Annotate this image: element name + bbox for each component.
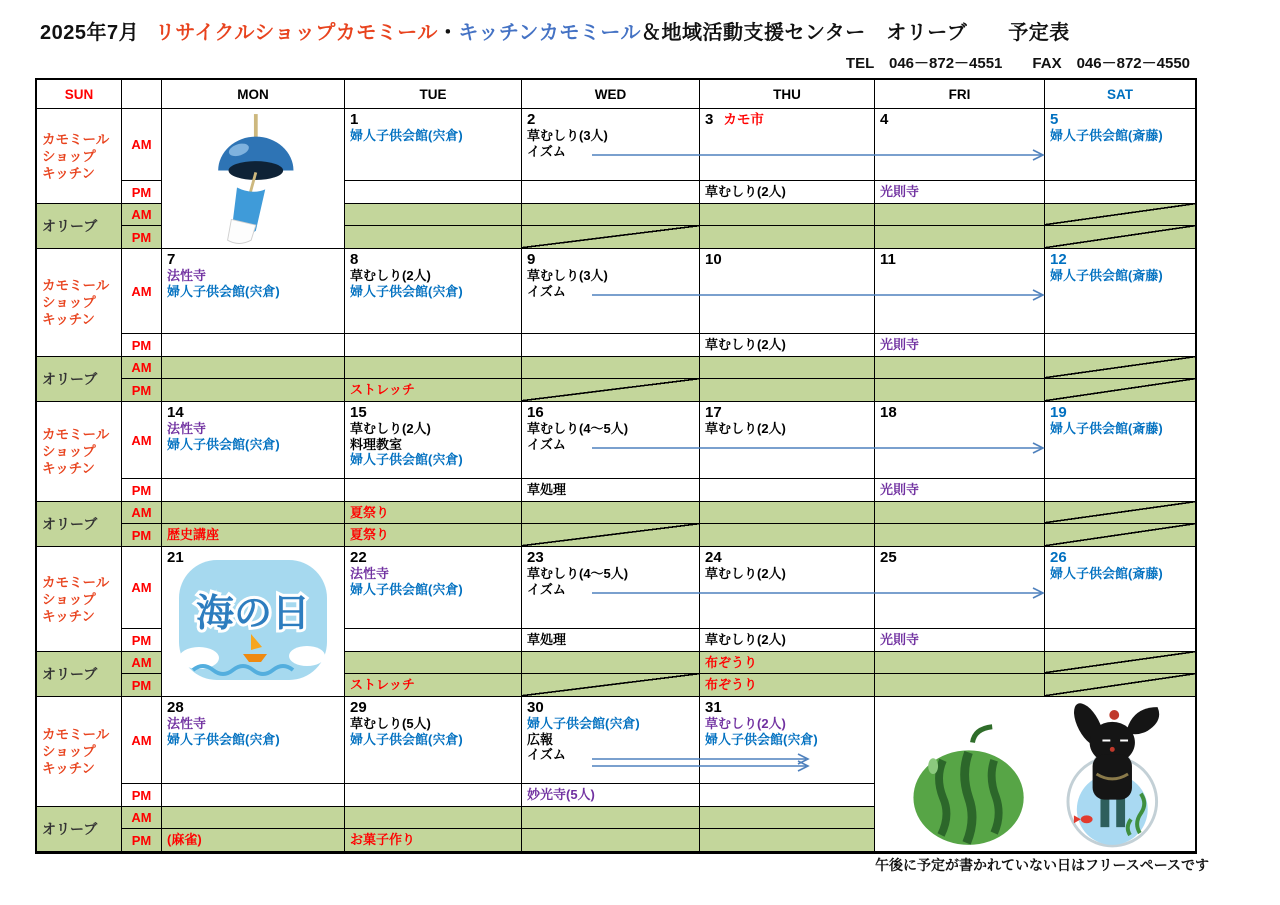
cell-w5-wed-am xyxy=(522,697,700,784)
olive-row-label xyxy=(37,807,122,852)
date-line xyxy=(522,109,699,128)
event: 婦人子供会館(宍倉) xyxy=(350,128,463,143)
date-line xyxy=(875,109,1044,128)
cell-w5-tue-olive-pm xyxy=(345,829,522,852)
date-number: 26 xyxy=(1050,549,1067,566)
day-header-sun: SUN xyxy=(37,80,122,109)
date-line xyxy=(345,109,521,128)
event: 婦人子供会館(宍倉) xyxy=(167,283,280,299)
cell-w5-wed-olive-pm xyxy=(522,829,700,852)
date-number: 25 xyxy=(880,549,897,566)
event: イズム xyxy=(527,436,566,452)
cell-w2-mon-am xyxy=(162,249,345,334)
cell-w1-thu-olive-pm xyxy=(700,226,875,249)
cell-w5-thu-olive-am xyxy=(700,807,875,829)
camomile-row-label xyxy=(37,402,122,502)
date-line xyxy=(162,697,344,716)
cell-w2-sat-olive-am-closed xyxy=(1045,357,1195,379)
cell-w5-thu-pm xyxy=(700,784,875,807)
cell-w3-tue-olive-pm xyxy=(345,524,522,547)
event: 法性寺 xyxy=(167,268,207,283)
cell-w1-wed-pm xyxy=(522,181,700,204)
cell-w3-wed-am xyxy=(522,402,700,479)
ampm-label-am: AM xyxy=(122,807,162,829)
event: ストレッチ xyxy=(350,677,415,692)
date-number: 19 xyxy=(1050,404,1067,421)
cell-w3-fri-olive-am xyxy=(875,502,1045,524)
title-separator: ・ xyxy=(437,22,459,44)
cell-w2-thu-pm xyxy=(700,334,875,357)
date-number: 15 xyxy=(350,404,367,421)
date-number: 29 xyxy=(350,699,367,716)
cell-w3-fri-olive-pm xyxy=(875,524,1045,547)
cell-w2-wed-olive-pm-closed xyxy=(522,379,700,402)
event: 婦人子供会館(宍倉) xyxy=(705,731,818,747)
cell-w4-tue-olive-pm xyxy=(345,674,522,697)
event: 草むしり(2人) xyxy=(350,268,431,283)
event: 婦人子供会館(斎藤) xyxy=(1050,566,1163,581)
cell-w4-tue-olive-am xyxy=(345,652,522,674)
event: 法性寺 xyxy=(350,566,390,581)
week-1 xyxy=(37,109,1195,249)
cell-w3-thu-pm xyxy=(700,479,875,502)
cell-w2-fri-am xyxy=(875,249,1045,334)
event: 光則寺 xyxy=(880,337,920,352)
cell-w4-tue-am xyxy=(345,547,522,629)
cell-w1-wed-olive-am xyxy=(522,204,700,226)
event: 婦人子供会館(宍倉) xyxy=(527,716,640,731)
cell-w3-mon-olive-am xyxy=(162,502,345,524)
cell-w3-sat-am xyxy=(1045,402,1195,479)
cell-w5-fri-sat-illustration xyxy=(875,697,1195,852)
olive-row-label xyxy=(37,502,122,547)
cell-w2-mon-olive-pm xyxy=(162,379,345,402)
date-line xyxy=(1045,547,1195,566)
cell-w1-fri-am xyxy=(875,109,1045,181)
date-number: 24 xyxy=(705,549,722,566)
cell-w3-thu-am xyxy=(700,402,875,479)
cell-w5-mon-olive-am xyxy=(162,807,345,829)
ampm-label-pm: PM xyxy=(122,479,162,502)
cell-w3-thu-olive-pm xyxy=(700,524,875,547)
cell-w4-fri-pm xyxy=(875,629,1045,652)
schedule-table xyxy=(35,78,1197,854)
date-number: 16 xyxy=(527,404,544,421)
date-number: 12 xyxy=(1050,251,1067,268)
cell-w3-sat-olive-pm-closed xyxy=(1045,524,1195,547)
event: 草むしり(2人) xyxy=(705,632,786,647)
event: ストレッチ xyxy=(350,382,415,397)
date-number: 17 xyxy=(705,404,722,421)
cell-w4-fri-olive-am xyxy=(875,652,1045,674)
cell-w1-fri-olive-pm xyxy=(875,226,1045,249)
date-line xyxy=(522,697,699,716)
event: 婦人子供会館(宍倉) xyxy=(167,436,280,452)
date-number: 2 xyxy=(527,111,536,128)
cell-w1-wed-am xyxy=(522,109,700,181)
event: 広報 xyxy=(527,731,554,747)
event: 婦人子供会館(斎藤) xyxy=(1050,268,1163,283)
cell-w5-tue-am xyxy=(345,697,522,784)
cell-w3-sat-pm xyxy=(1045,479,1195,502)
event: 婦人子供会館(宍倉) xyxy=(350,581,463,597)
event: イズム xyxy=(527,283,566,299)
ampm-label-pm: PM xyxy=(122,226,162,249)
svg-text:海の日: 海の日 xyxy=(195,590,311,635)
cell-w4-wed-olive-am xyxy=(522,652,700,674)
camomile-row-label xyxy=(37,697,122,807)
cell-w5-thu-olive-pm xyxy=(700,829,875,852)
camomile-row-label xyxy=(37,547,122,652)
date-line xyxy=(1045,109,1195,128)
event: 婦人子供会館(宍倉) xyxy=(350,731,463,747)
date-line xyxy=(522,249,699,268)
day-header-tue: TUE xyxy=(345,80,522,109)
cell-w2-tue-olive-pm xyxy=(345,379,522,402)
cell-w2-fri-olive-pm xyxy=(875,379,1045,402)
title-shop-kitchen: キッチンカモミール xyxy=(458,22,642,44)
event: お菓子作り xyxy=(350,832,416,847)
cell-w1-thu-am xyxy=(700,109,875,181)
cell-w1-tue-olive-am xyxy=(345,204,522,226)
cell-w3-mon-am xyxy=(162,402,345,479)
cell-w4-wed-olive-pm-closed xyxy=(522,674,700,697)
cell-w1-fri-pm xyxy=(875,181,1045,204)
camomile-label-line: カモミール xyxy=(42,131,110,147)
event: (麻雀) xyxy=(167,832,202,847)
date-number: 8 xyxy=(350,251,359,268)
olive-row-label xyxy=(37,204,122,249)
cell-w3-wed-olive-pm-closed xyxy=(522,524,700,547)
date-line xyxy=(345,249,521,268)
ampm-label-am: AM xyxy=(122,402,162,479)
event: 草むしり(2人) xyxy=(705,421,786,436)
cell-w2-tue-pm xyxy=(345,334,522,357)
cell-w4-fri-am xyxy=(875,547,1045,629)
camomile-label-line: ショップ xyxy=(42,148,96,164)
date-line xyxy=(700,547,874,566)
ampm-label-am: AM xyxy=(122,204,162,226)
olive-label-text: オリーブ xyxy=(42,370,98,387)
cell-w3-sat-olive-am-closed xyxy=(1045,502,1195,524)
date-line xyxy=(700,249,874,268)
cell-w3-tue-pm xyxy=(345,479,522,502)
event: 草むしり(2人) xyxy=(705,337,786,352)
date-number: 28 xyxy=(167,699,184,716)
event: 光則寺 xyxy=(880,482,920,497)
cell-w1-tue-pm xyxy=(345,181,522,204)
ampm-label-am: AM xyxy=(122,357,162,379)
cell-w3-fri-pm xyxy=(875,479,1045,502)
cell-w1-sat-am xyxy=(1045,109,1195,181)
date-number: 10 xyxy=(705,251,722,268)
cell-w2-wed-am xyxy=(522,249,700,334)
event: 歴史講座 xyxy=(167,527,220,542)
ampm-label-pm: PM xyxy=(122,379,162,402)
event: 光則寺 xyxy=(880,184,920,199)
cell-w5-tue-olive-am xyxy=(345,807,522,829)
day-header-thu: THU xyxy=(700,80,875,109)
event: 婦人子供会館(斎藤) xyxy=(1050,421,1163,436)
date-line xyxy=(522,402,699,421)
date-line xyxy=(345,697,521,716)
marine-day-illustration xyxy=(173,558,333,686)
cell-w2-thu-olive-pm xyxy=(700,379,875,402)
cell-w2-thu-am xyxy=(700,249,875,334)
date-note: カモ市 xyxy=(723,112,764,127)
date-number: 1 xyxy=(350,111,359,128)
camomile-label-line: カモミール xyxy=(42,427,110,442)
event: 妙光寺(5人) xyxy=(527,787,595,802)
date-number: 23 xyxy=(527,549,544,566)
date-number: 9 xyxy=(527,251,536,268)
cell-w4-sat-olive-pm-closed xyxy=(1045,674,1195,697)
date-line xyxy=(700,109,874,128)
cell-w1-wed-olive-pm-closed xyxy=(522,226,700,249)
event: 光則寺 xyxy=(880,632,920,647)
week-2 xyxy=(37,249,1195,402)
cell-w2-wed-pm xyxy=(522,334,700,357)
camomile-label-line: カモミール xyxy=(42,574,110,590)
event: 料理教室 xyxy=(350,436,403,452)
camomile-label-line: ショップ xyxy=(42,744,96,759)
ampm-label-pm: PM xyxy=(122,181,162,204)
event: 婦人子供会館(斎藤) xyxy=(1050,128,1163,143)
event: 布ぞうり xyxy=(705,655,758,670)
date-number: 22 xyxy=(350,549,367,566)
cell-w1-thu-pm xyxy=(700,181,875,204)
ampm-label-am: AM xyxy=(122,697,162,784)
date-line xyxy=(1045,249,1195,268)
cell-w1-sat-olive-pm-closed xyxy=(1045,226,1195,249)
date-number: 21 xyxy=(167,549,184,566)
event: 法性寺 xyxy=(167,716,207,731)
day-header-blank xyxy=(122,80,162,109)
olive-label-text: オリーブ xyxy=(42,665,98,682)
cell-w5-mon-olive-pm xyxy=(162,829,345,852)
cell-w5-thu-am xyxy=(700,697,875,784)
date-line xyxy=(700,402,874,421)
event: 草むしり(2人) xyxy=(705,184,786,199)
olive-label-text: オリーブ xyxy=(42,515,98,532)
date-number: 30 xyxy=(527,699,544,716)
date-line xyxy=(522,547,699,566)
camomile-label-line: キッチン xyxy=(42,312,96,327)
watermelon-and-rabbit-in-fishbowl-illustration xyxy=(878,699,1193,849)
cell-w1-fri-olive-am xyxy=(875,204,1045,226)
ampm-label-am: AM xyxy=(122,249,162,334)
cell-w5-wed-pm xyxy=(522,784,700,807)
date-number: 3 xyxy=(705,111,714,128)
camomile-label-line: キッチン xyxy=(42,165,96,181)
cell-w2-thu-olive-am xyxy=(700,357,875,379)
cell-w4-tue-pm xyxy=(345,629,522,652)
cell-w2-sat-pm xyxy=(1045,334,1195,357)
event: 夏祭り xyxy=(350,527,390,542)
cell-w2-tue-am xyxy=(345,249,522,334)
date-line xyxy=(875,547,1044,566)
cell-w4-fri-olive-pm xyxy=(875,674,1045,697)
event: 草むしり(2人) xyxy=(705,716,786,731)
event: 婦人子供会館(宍倉) xyxy=(167,731,280,747)
week-3 xyxy=(37,402,1195,547)
cell-w2-fri-olive-am xyxy=(875,357,1045,379)
camomile-label-line: ショップ xyxy=(42,591,96,607)
camomile-label-line: キッチン xyxy=(42,461,96,476)
cell-w4-thu-olive-pm xyxy=(700,674,875,697)
ampm-label-pm: PM xyxy=(122,784,162,807)
event: イズム xyxy=(527,581,566,597)
cell-w5-tue-pm xyxy=(345,784,522,807)
camomile-label-line: カモミール xyxy=(42,727,110,742)
date-number: 31 xyxy=(705,699,722,716)
cell-w4-wed-am xyxy=(522,547,700,629)
olive-row-label xyxy=(37,652,122,697)
event: 草むしり(3人) xyxy=(527,128,608,143)
cell-w3-tue-olive-am xyxy=(345,502,522,524)
cell-w3-wed-olive-am xyxy=(522,502,700,524)
date-line xyxy=(345,402,521,421)
cell-w2-sat-am xyxy=(1045,249,1195,334)
cell-w2-sat-olive-pm-closed xyxy=(1045,379,1195,402)
event: 布ぞうり xyxy=(705,677,758,692)
cell-w3-fri-am xyxy=(875,402,1045,479)
olive-row-label xyxy=(37,357,122,402)
ampm-label-am: AM xyxy=(122,502,162,524)
cell-w4-thu-am xyxy=(700,547,875,629)
event: イズム xyxy=(527,747,566,762)
date-line xyxy=(162,402,344,421)
day-header-sat: SAT xyxy=(1045,80,1195,109)
cell-w4-wed-pm xyxy=(522,629,700,652)
date-number: 4 xyxy=(880,111,889,128)
wind-chime-illustration xyxy=(173,114,333,244)
cell-w4-sat-pm xyxy=(1045,629,1195,652)
cell-w2-fri-pm xyxy=(875,334,1045,357)
date-number: 5 xyxy=(1050,111,1059,128)
date-number: 14 xyxy=(167,404,184,421)
day-header-mon: MON xyxy=(162,80,345,109)
date-line xyxy=(875,249,1044,268)
ampm-label-pm: PM xyxy=(122,829,162,852)
cell-w4-sat-am xyxy=(1045,547,1195,629)
week-5 xyxy=(37,697,1195,852)
camomile-label-line: キッチン xyxy=(42,608,96,624)
date-number: 18 xyxy=(880,404,897,421)
ampm-label-pm: PM xyxy=(122,334,162,357)
event: 草むしり(5人) xyxy=(350,716,431,731)
cell-w5-mon-pm xyxy=(162,784,345,807)
event: 草むしり(2人) xyxy=(350,421,431,436)
event: 婦人子供会館(宍倉) xyxy=(350,283,463,299)
date-line xyxy=(700,697,874,716)
olive-label-text: オリーブ xyxy=(42,217,98,234)
title-rest: ＆地域活動支援センター オリーブ 予定表 xyxy=(641,22,1070,44)
event: 草処理 xyxy=(527,482,567,497)
event: 草むしり(4～5人) xyxy=(527,566,629,581)
cell-w4-thu-pm xyxy=(700,629,875,652)
day-header-wed: WED xyxy=(522,80,700,109)
cell-w1-tue-olive-pm xyxy=(345,226,522,249)
cell-w2-mon-pm xyxy=(162,334,345,357)
olive-label-text: オリーブ xyxy=(42,820,98,837)
footer-note: 午後に予定が書かれていない日はフリースペースです xyxy=(875,857,1210,873)
event: 草処理 xyxy=(527,632,567,647)
date-line xyxy=(1045,402,1195,421)
cell-w1-sat-pm xyxy=(1045,181,1195,204)
cell-w1-thu-olive-am xyxy=(700,204,875,226)
cell-w1-mon-illustration xyxy=(162,109,345,249)
ampm-label-pm: PM xyxy=(122,524,162,547)
cell-w4-sat-olive-am-closed xyxy=(1045,652,1195,674)
camomile-label-line: キッチン xyxy=(42,761,96,776)
date-number: 7 xyxy=(167,251,176,268)
ampm-label-pm: PM xyxy=(122,674,162,697)
ampm-label-pm: PM xyxy=(122,629,162,652)
event: イズム xyxy=(527,143,566,159)
ampm-label-am: AM xyxy=(122,652,162,674)
camomile-label-line: ショップ xyxy=(42,444,96,459)
camomile-label-line: ショップ xyxy=(42,295,96,310)
ampm-label-am: AM xyxy=(122,547,162,629)
day-header-row xyxy=(37,80,1195,109)
date-number: 11 xyxy=(880,251,896,268)
week-4 xyxy=(37,547,1195,697)
ampm-label-am: AM xyxy=(122,109,162,181)
contact-info: TEL 046－872－4551 FAX 046－872－4550 xyxy=(845,55,1190,72)
cell-w3-wed-pm xyxy=(522,479,700,502)
date-line xyxy=(162,249,344,268)
cell-w4-mon-illustration xyxy=(162,547,345,697)
title-shop-recycle: リサイクルショップカモミール xyxy=(155,22,438,44)
cell-w3-mon-olive-pm xyxy=(162,524,345,547)
cell-w5-mon-am xyxy=(162,697,345,784)
cell-w5-wed-olive-am xyxy=(522,807,700,829)
cell-w2-wed-olive-am xyxy=(522,357,700,379)
event: 草むしり(2人) xyxy=(705,566,786,581)
day-header-fri: FRI xyxy=(875,80,1045,109)
cell-w4-thu-olive-am xyxy=(700,652,875,674)
date-line xyxy=(875,402,1044,421)
date-line xyxy=(162,547,184,566)
date-line xyxy=(345,547,521,566)
cell-w1-tue-am xyxy=(345,109,522,181)
event: 草むしり(4～5人) xyxy=(527,421,629,436)
cell-w3-tue-am xyxy=(345,402,522,479)
camomile-label-line: カモミール xyxy=(42,278,110,293)
event: 婦人子供会館(宍倉) xyxy=(350,452,463,467)
event: 草むしり(3人) xyxy=(527,268,608,283)
cell-w1-sat-olive-am-closed xyxy=(1045,204,1195,226)
event: 夏祭り xyxy=(350,505,390,520)
title-month: 2025年7月 xyxy=(40,22,140,44)
cell-w2-mon-olive-am xyxy=(162,357,345,379)
cell-w2-tue-olive-am xyxy=(345,357,522,379)
camomile-row-label xyxy=(37,109,122,204)
camomile-row-label xyxy=(37,249,122,357)
cell-w3-mon-pm xyxy=(162,479,345,502)
page-title xyxy=(40,16,1070,45)
cell-w3-thu-olive-am xyxy=(700,502,875,524)
event: 法性寺 xyxy=(167,421,207,436)
